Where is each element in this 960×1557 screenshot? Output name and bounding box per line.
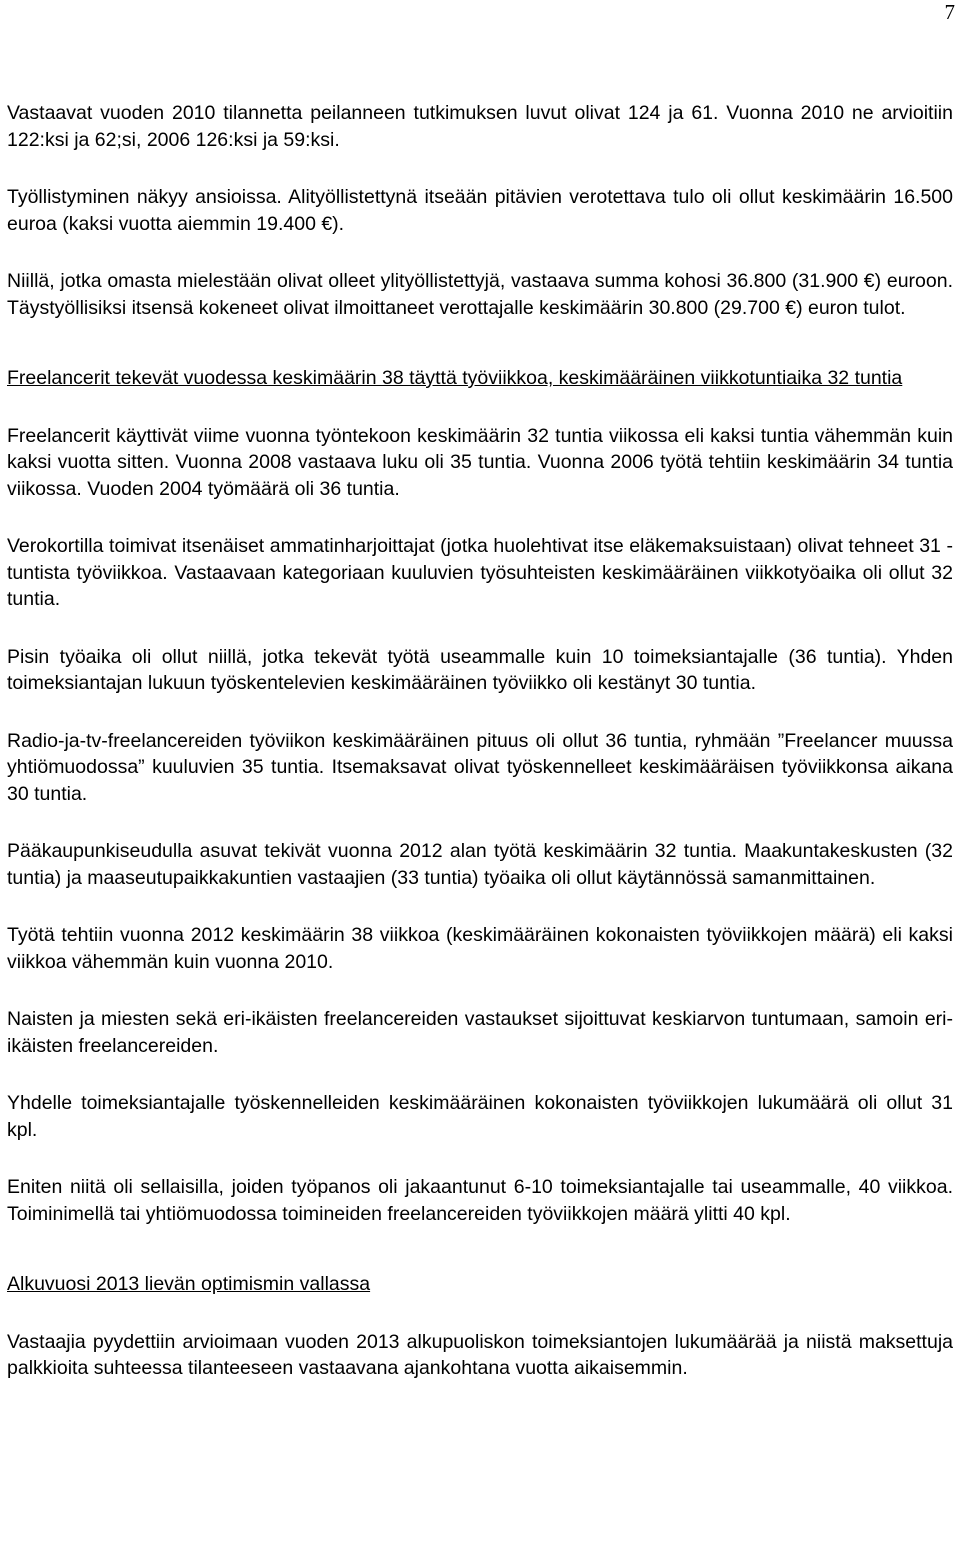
paragraph: Freelancerit käyttivät viime vuonna työntekoon keskimäärin 32 tuntia viikossa eli kaksi tuntia vähemmän kuin kaksi vuotta sitten. Vuonna 2008 vastaava luku oli 35 tuntia. Vuonna 2006 työtä tehtiin keskimäärin 34 tuntia viikossa. Vuoden 2004 työmäärä oli 36 tuntia. bbox=[7, 424, 953, 500]
paragraph: Vastaajia pyydettiin arvioimaan vuoden 2013 alkupuoliskon toimeksiantojen lukumäärää ja niistä maksettuja palkkioita suhteessa tilanteeseen vastaavana ajankohtana vuotta aikaisemmin. bbox=[7, 1330, 953, 1379]
paragraph: Niillä, jotka omasta mielestään olivat olleet ylityöllistettyjä, vastaava summa kohosi 36.800 (31.900 €) euroon. Täystyöllisiksi itsensä kokeneet olivat ilmoittaneet verottajalle keskimäärin 30.800 (29.700 €) euron tulot. bbox=[7, 270, 953, 319]
paragraph: Verokortilla toimivat itsenäiset ammatinharjoittajat (jotka huolehtivat itse eläkemaksuistaan) olivat tehneet 31 -tuntista työviikkoa. Vastaavaan kategoriaan kuuluvien työsuhteisten keskimääräinen viikkotyöaika oli ollut 32 tuntia. bbox=[7, 535, 953, 610]
document-body bbox=[7, 100, 953, 1413]
paragraph: Pisin työaika oli ollut niillä, jotka tekevät työtä useammalle kuin 10 toimeksiantajalle (36 tuntia). Yhden toimeksiantajan lukuun työskentelevien keskimääräinen työviikko oli kestänyt 30 tuntia. bbox=[7, 645, 953, 694]
paragraph: Työtä tehtiin vuonna 2012 keskimäärin 38 viikkoa (keskimääräinen kokonaisten työviikkojen määrä) eli kaksi viikkoa vähemmän kuin vuonna 2010. bbox=[7, 924, 953, 973]
paragraph: Vastaavat vuoden 2010 tilannetta peilanneen tutkimuksen luvut olivat 124 ja 61. Vuonna 2010 ne arvioitiin 122:ksi ja 62;si, 2006 126:ksi ja 59:ksi. bbox=[7, 102, 953, 151]
section-heading: Freelancerit tekevät vuodessa keskimäärin 38 täyttä työviikkoa, keskimääräinen viikkotuntiaika 32 tuntia bbox=[7, 367, 903, 389]
paragraph: Yhdelle toimeksiantajalle työskennelleiden keskimääräinen kokonaisten työviikkojen lukumäärä oli ollut 31 kpl. bbox=[7, 1092, 953, 1141]
paragraph: Eniten niitä oli sellaisilla, joiden työpanos oli jakaantunut 6-10 toimeksiantajalle tai useammalle, 40 viikkoa. Toiminimellä tai yhtiömuodossa toimineiden freelancereiden työviikkojen määrä ylitti 40 kpl. bbox=[7, 1176, 953, 1225]
paragraph: Pääkaupunkiseudulla asuvat tekivät vuonna 2012 alan työtä keskimäärin 32 tuntia. Maakuntakeskusten (32 tuntia) ja maaseutupaikkakuntien vastaajien (33 tuntia) työaika oli ollut käytännössä samanmittainen. bbox=[7, 840, 953, 889]
page-number: 7 bbox=[944, 0, 955, 24]
paragraph: Naisten ja miesten sekä eri-ikäisten freelancereiden vastaukset sijoittuvat keskiarvon tuntumaan, samoin eri-ikäisten freelancereiden. bbox=[7, 1008, 953, 1057]
paragraph: Työllistyminen näkyy ansioissa. Alityöllistettynä itseään pitävien verotettava tulo oli ollut keskimäärin 16.500 euroa (kaksi vuotta aiemmin 19.400 €). bbox=[7, 186, 953, 235]
paragraph: Radio-ja-tv-freelancereiden työviikon keskimääräinen pituus oli ollut 36 tuntia, ryhmään ”Freelancer muussa yhtiömuodossa” kuuluvien 35 tuntia. Itsemaksavat olivat työskennelleet keskimääräisen työviikkonsa aikana 30 tuntia. bbox=[7, 729, 953, 805]
section-heading: Alkuvuosi 2013 lievän optimismin vallassa bbox=[7, 1273, 371, 1295]
